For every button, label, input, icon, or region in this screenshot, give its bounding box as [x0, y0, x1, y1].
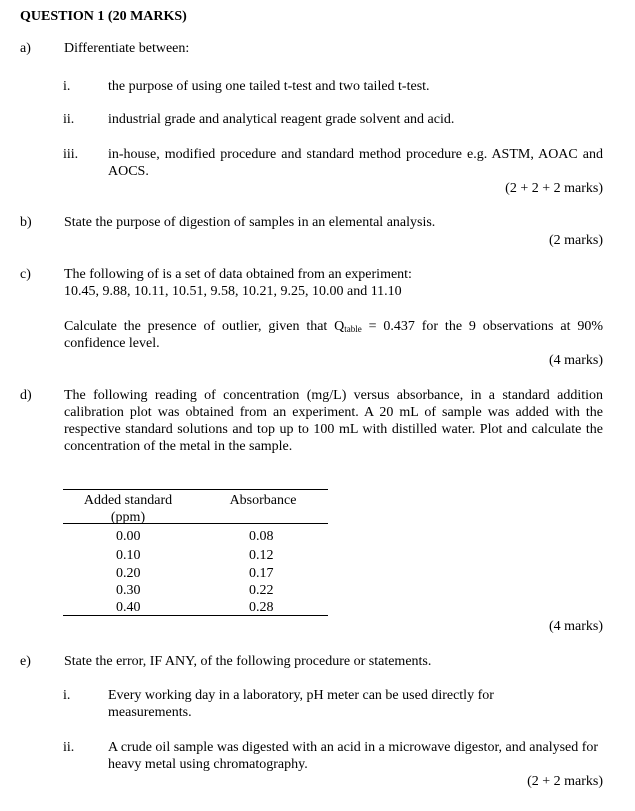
table-cell-abs-3: 0.17 — [249, 566, 274, 581]
part-a-item-1-num: i. — [63, 79, 71, 94]
question-title: QUESTION 1 (20 MARKS) — [20, 9, 187, 24]
table-cell-abs-4: 0.22 — [249, 583, 274, 598]
table-header-absorbance: Absorbance — [229, 493, 297, 508]
part-b-marks: (2 marks) — [548, 233, 603, 248]
table-cell-std-3: 0.20 — [116, 566, 141, 581]
table-cell-abs-5: 0.28 — [249, 600, 274, 615]
part-c-marks: (4 marks) — [548, 353, 603, 368]
part-e-item-1-num: i. — [63, 688, 71, 703]
table-bottom-rule — [63, 615, 328, 616]
table-header-added-standard: Added standard (ppm) — [83, 493, 173, 525]
part-a-item-1-text: the purpose of using one tailed t-test and two tailed t-test. — [108, 79, 430, 94]
part-b-text: State the purpose of digestion of samples in an elemental analysis. — [64, 215, 436, 230]
part-a-item-2-num: ii. — [63, 112, 75, 127]
table-cell-abs-1: 0.08 — [249, 529, 274, 544]
table-cell-std-1: 0.00 — [116, 529, 141, 544]
part-e-item-2-num: ii. — [63, 740, 75, 755]
part-c-label: c) — [20, 267, 31, 282]
part-d-text: The following reading of concentration (mg/L) versus absorbance, in a standard addition calibration plot was obtained from an experiment. A 20 mL of sample was added with the respective standard solutions and top up to 100 mL with distilled water. Plot and calculate the concentration of the metal in the sample. — [64, 388, 603, 454]
table-cell-std-5: 0.40 — [116, 600, 141, 615]
part-c-data: 10.45, 9.88, 10.11, 10.51, 9.58, 10.21, 9.25, 10.00 and 11.10 — [64, 284, 402, 299]
part-e-item-2-text: A crude oil sample was digested with an acid in a microwave digestor, and analysed for heavy metal using chromatography. — [108, 740, 599, 772]
table-cell-std-4: 0.30 — [116, 583, 141, 598]
part-a-item-2-text: industrial grade and analytical reagent grade solvent and acid. — [108, 112, 455, 127]
part-a-item-3-num: iii. — [63, 147, 79, 162]
part-e-item-1-text: Every working day in a laboratory, pH meter can be used directly for measurements. — [108, 688, 494, 720]
part-c-calculate: Calculate the presence of outlier, given that $Q_{table} = 0.437$ for the 9 observations at 90% confidence level. — [64, 319, 603, 351]
part-a-prompt: Differentiate between: — [64, 41, 190, 56]
part-e-marks: (2 + 2 marks) — [527, 774, 603, 789]
table-header-rule — [63, 523, 328, 524]
table-top-rule — [63, 489, 328, 490]
part-d-marks: (4 marks) — [548, 619, 603, 634]
table-cell-std-2: 0.10 — [116, 548, 141, 563]
part-e-prompt: State the error, IF ANY, of the following procedure or statements. — [64, 654, 432, 669]
part-d-label: d) — [20, 388, 32, 403]
part-b-label: b) — [20, 215, 32, 230]
part-a-item-3-text: in-house, modified procedure and standard method procedure e.g. ASTM, AOAC and AOCS. — [108, 147, 603, 179]
part-a-marks: (2 + 2 + 2 marks) — [505, 181, 603, 196]
part-a-label: a) — [20, 41, 31, 56]
table-cell-abs-2: 0.12 — [249, 548, 274, 563]
part-e-label: e) — [20, 654, 31, 669]
part-c-intro: The following of is a set of data obtained from an experiment: — [64, 267, 412, 282]
